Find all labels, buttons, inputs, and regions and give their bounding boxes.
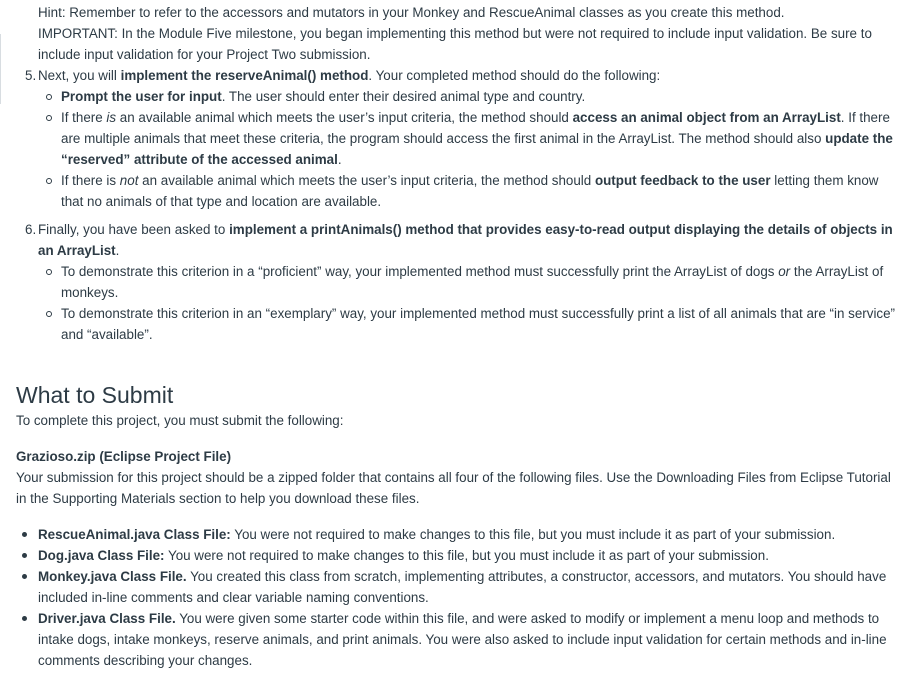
content-left-border bbox=[0, 34, 4, 104]
circle-bullet-icon bbox=[46, 178, 52, 184]
important-text: IMPORTANT: In the Module Five milestone, you began implementing this method but were not required to include input validation. Be sure to include input validation for your Project Two submission. bbox=[38, 26, 872, 62]
submit-intro: To complete this project, you must submit the following: bbox=[16, 413, 344, 428]
file-description: Your submission for this project should be a zipped folder that contains all four of the following files. Use the Downloading Files from Eclipse Tutorial in the Supporting Materials section to help you download these files. bbox=[16, 470, 891, 506]
bullet-icon bbox=[22, 532, 27, 537]
step-number-5: 5. bbox=[25, 68, 37, 83]
bullet-icon bbox=[22, 553, 27, 558]
step-number-6: 6. bbox=[25, 222, 37, 237]
step-5-text: Next, you will implement the reserveAnimal() method. Your completed method should do the following: bbox=[38, 68, 661, 83]
step-5-emphasis: implement the reserveAnimal() method bbox=[120, 68, 369, 83]
step-6-emphasis: implement a printAnimals() method that provides easy-to-read output displaying the details of objects in an ArrayList bbox=[38, 222, 893, 258]
circle-bullet-icon bbox=[46, 311, 52, 317]
bullet-icon bbox=[22, 574, 27, 579]
circle-bullet-icon bbox=[46, 115, 52, 121]
file-title: Grazioso.zip (Eclipse Project File) bbox=[16, 449, 232, 464]
section-heading: What to Submit bbox=[16, 382, 174, 408]
step-6-text: Finally, you have been asked to implement a printAnimals() method that provides easy-to-read output displaying the details of objects in an ArrayList. bbox=[38, 222, 893, 258]
intro-block bbox=[38, 2, 898, 65]
circle-bullet-icon bbox=[46, 269, 52, 275]
bullet-icon bbox=[22, 616, 27, 621]
hint-text: Hint: Remember to refer to the accessors and mutators in your Monkey and RescueAnimal classes as you create this method. bbox=[38, 5, 785, 20]
circle-bullet-icon bbox=[46, 94, 52, 100]
